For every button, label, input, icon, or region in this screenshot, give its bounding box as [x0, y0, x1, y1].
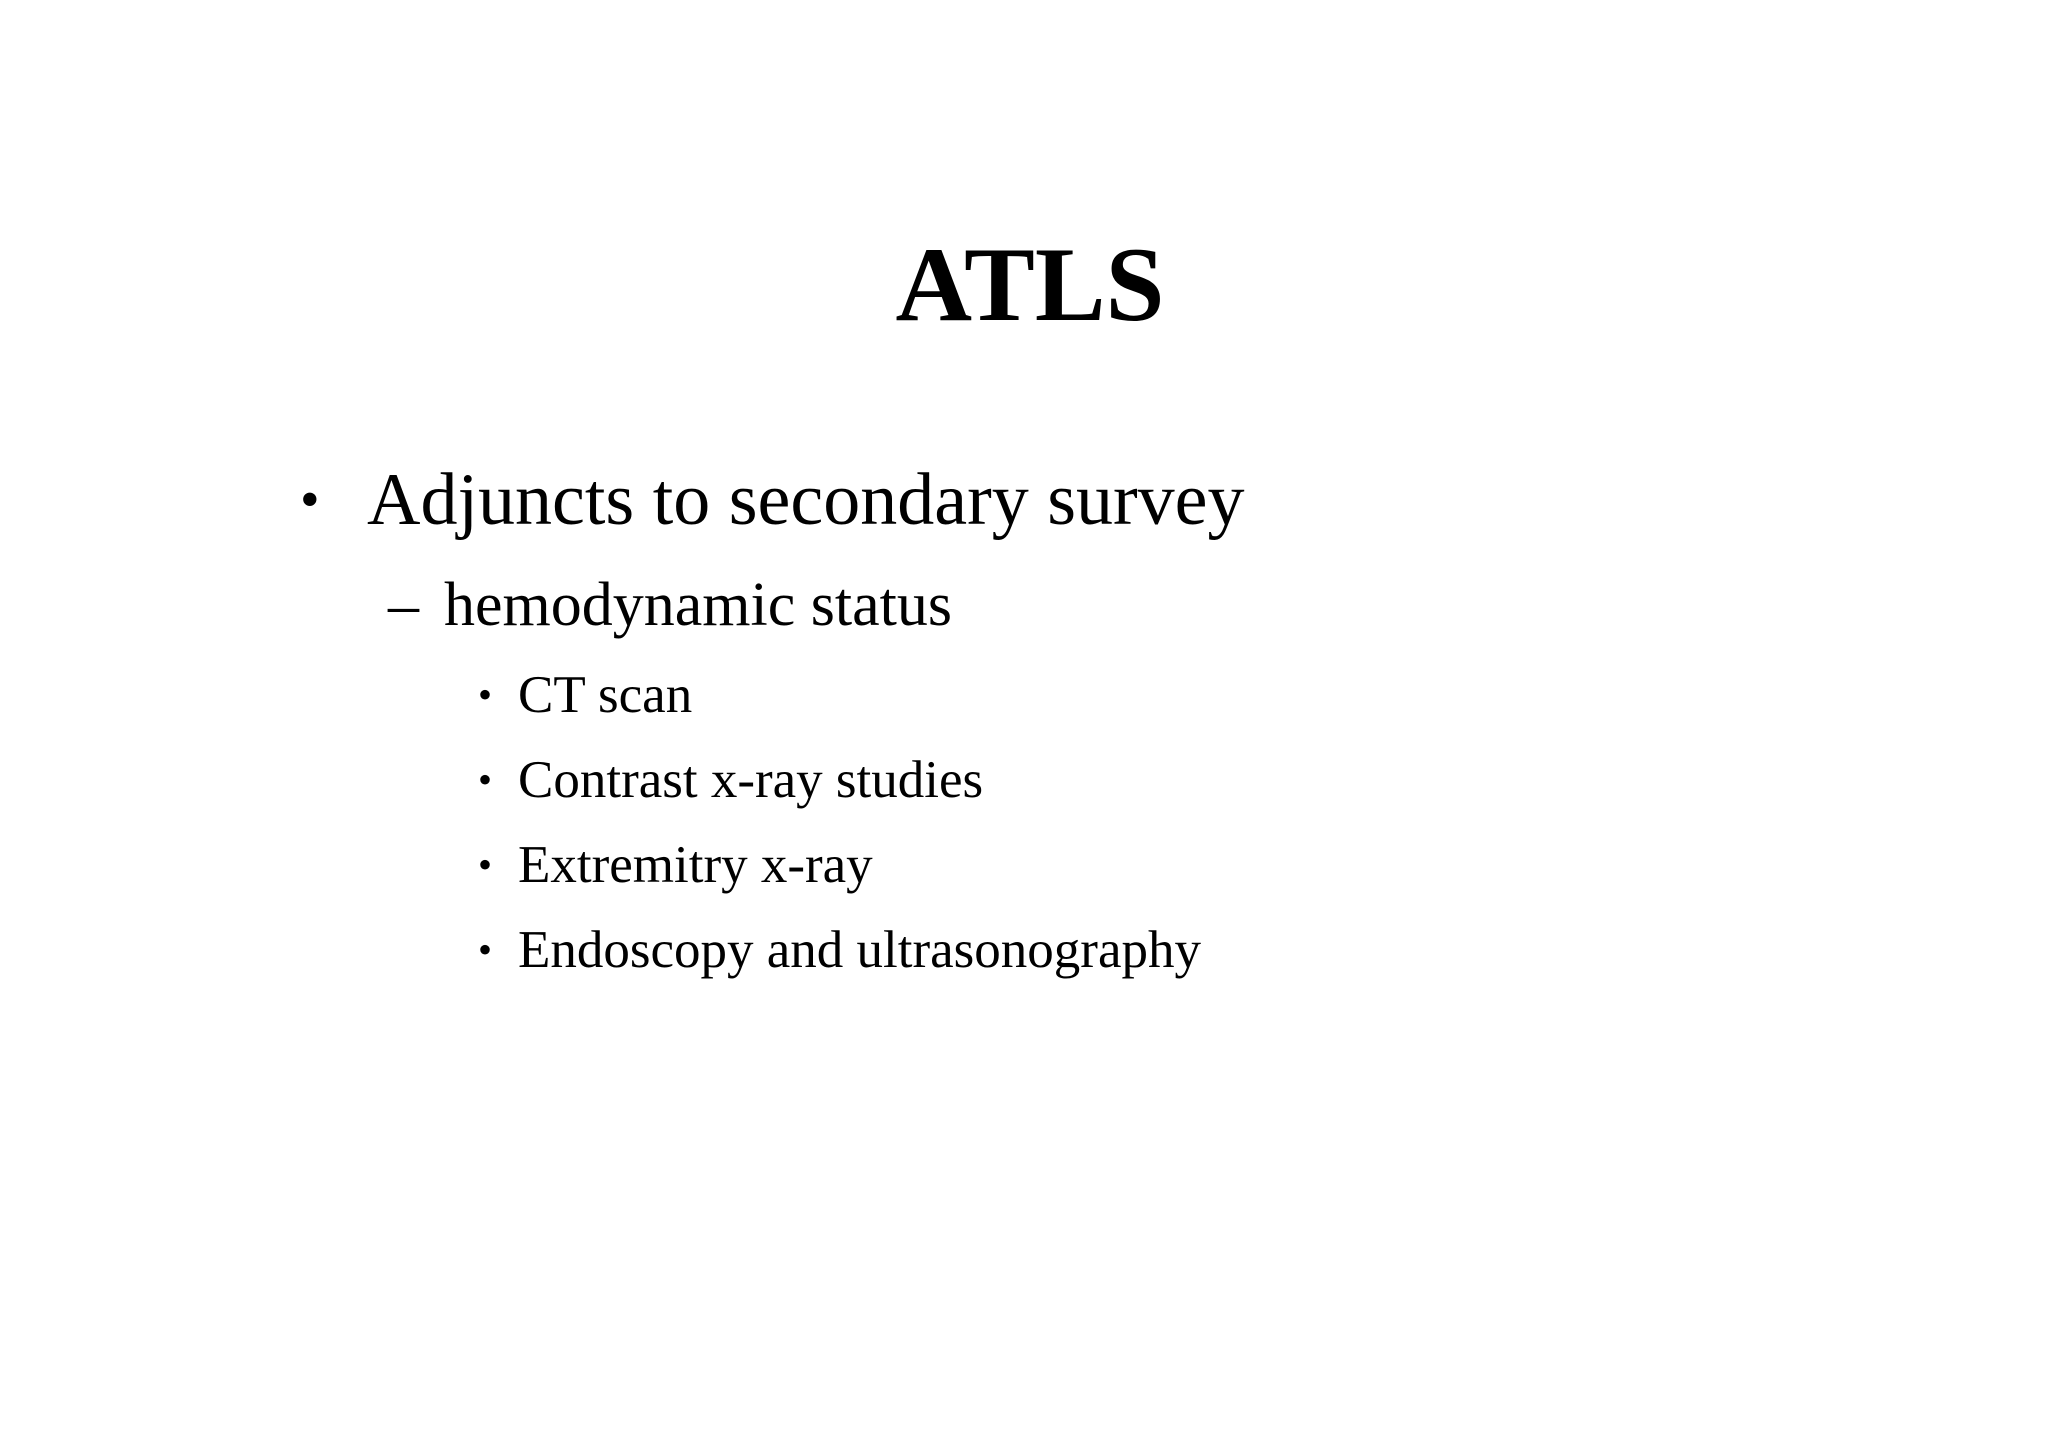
slide-title: ATLS [895, 226, 1165, 343]
bullet-icon: • [478, 927, 493, 972]
bullet-icon: • [478, 757, 493, 802]
bullet-text: Adjuncts to secondary survey [367, 459, 1245, 541]
sub-bullet-text: hemodynamic status [444, 571, 952, 639]
bullet-icon: • [478, 842, 493, 887]
bullet-icon: • [478, 672, 493, 717]
dash-icon: – [388, 571, 419, 639]
list-item-text: CT scan [518, 666, 693, 724]
list-item-text: Extremitry x-ray [518, 836, 873, 894]
list-item-text: Endoscopy and ultrasonography [518, 921, 1201, 979]
bullet-icon: • [300, 469, 320, 531]
list-item-text: Contrast x-ray studies [518, 751, 984, 809]
